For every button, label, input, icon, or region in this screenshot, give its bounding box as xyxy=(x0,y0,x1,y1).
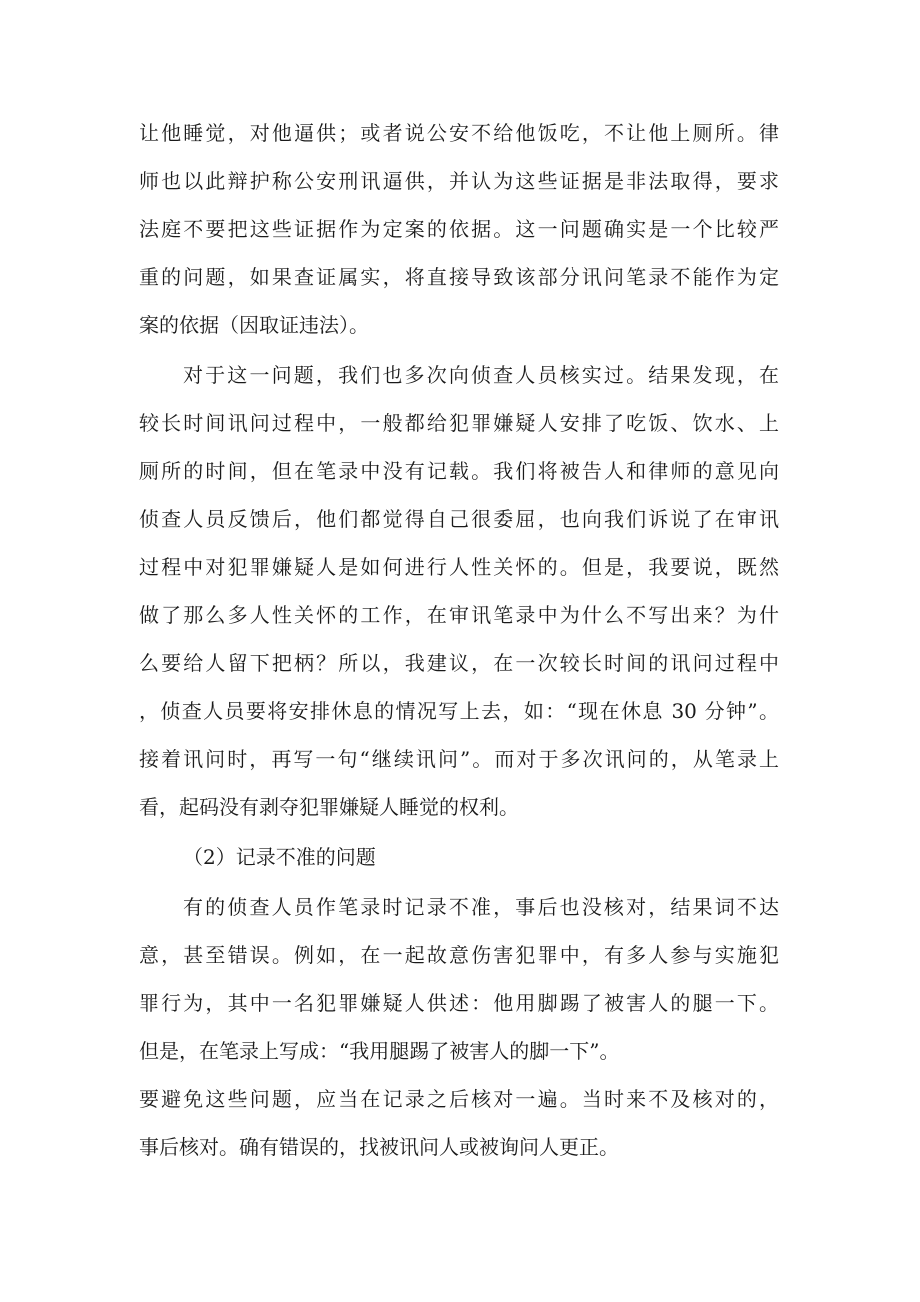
text-line: 做了那么多人性关怀的工作，在审讯笔录中为什么不写出来？为什 xyxy=(139,603,779,627)
text-line: 让他睡觉，对他逼供；或者说公安不给他饭吃，不让他上厕所。律 xyxy=(139,121,779,145)
text-line: 但是，在笔录上写成：“我用腿踢了被害人的脚一下”。 xyxy=(139,1039,620,1063)
text-line: 罪行为，其中一名犯罪嫌疑人供述：他用脚踢了被害人的腿一下。 xyxy=(139,991,779,1015)
text-line: 师也以此辩护称公安刑讯逼供，并认为这些证据是非法取得，要求 xyxy=(139,169,779,193)
text-line: 侦查人员反馈后，他们都觉得自己很委屈，也向我们诉说了在审讯 xyxy=(139,507,779,531)
text-line: 重的问题，如果查证属实，将直接导致该部分讯问笔录不能作为定 xyxy=(139,265,779,289)
text-line: 事后核对。确有错误的，找被讯问人或被询问人更正。 xyxy=(139,1135,619,1159)
text-line: ，侦查人员要将安排休息的情况写上去，如：“现在休息 30 分钟”。 xyxy=(139,699,779,723)
text-line: 接着讯问时，再写一句“继续讯问”。而对于多次讯问的，从笔录上 xyxy=(139,747,779,771)
text-line: 案的依据（因取证违法）。 xyxy=(139,313,369,337)
paragraph-first-line: 对于这一问题，我们也多次向侦查人员核实过。结果发现，在 xyxy=(183,363,779,387)
text-line: 较长时间讯问过程中，一般都给犯罪嫌疑人安排了吃饭、饮水、上 xyxy=(139,411,779,435)
text-line: 厕所的时间，但在笔录中没有记载。我们将被告人和律师的意见向 xyxy=(139,459,779,483)
paragraph-first-line: 有的侦查人员作笔录时记录不准，事后也没核对，结果词不达 xyxy=(183,895,779,919)
text-line: 要避免这些问题，应当在记录之后核对一遍。当时来不及核对的， xyxy=(139,1087,779,1111)
text-line: 么要给人留下把柄？所以，我建议，在一次较长时间的讯问过程中 xyxy=(139,651,779,675)
section-heading: （2）记录不准的问题 xyxy=(183,845,376,869)
text-line: 意，甚至错误。例如，在一起故意伤害犯罪中，有多人参与实施犯 xyxy=(139,943,779,967)
text-line: 法庭不要把这些证据作为定案的依据。这一问题确实是一个比较严 xyxy=(139,217,779,241)
text-line: 过程中对犯罪嫌疑人是如何进行人性关怀的。但是，我要说，既然 xyxy=(139,555,779,579)
text-line: 看，起码没有剥夺犯罪嫌疑人睡觉的权利。 xyxy=(139,795,519,819)
